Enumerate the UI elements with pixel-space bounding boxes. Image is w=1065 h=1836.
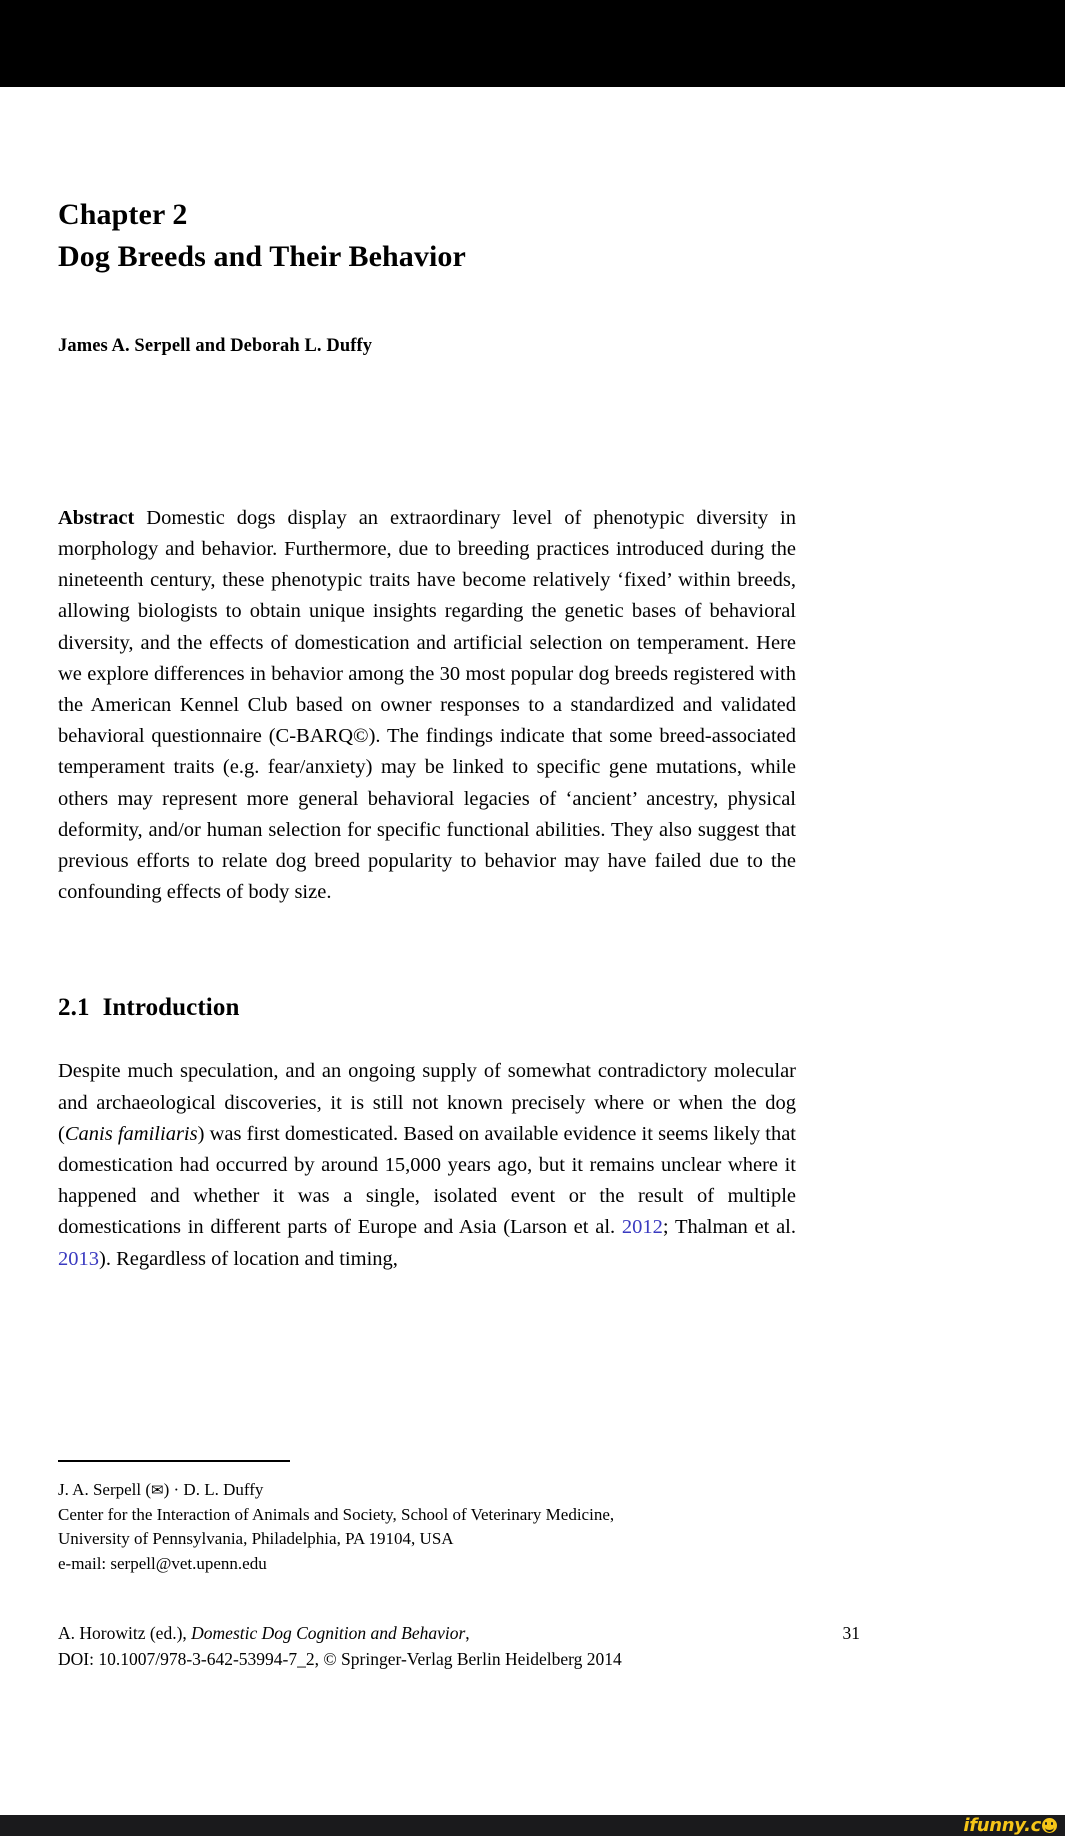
abstract-text: Domestic dogs display an extraordinary level of phenotypic diversity in morphology and behavior. Furthermore, due to breeding practices introduced during the nineteenth century, these phenotypic traits have become relatively ‘fixed’ within breeds, allowing biologists to obtain unique insights regarding the genetic bases of behavioral diversity, and the effects of domestication and artificial selection on temperament. Here we explore differences in behavior among the 30 most popular dog breeds registered with the American Kennel Club based on owner responses to a standardized and validated behavioral questionnaire (C-BARQ©). The findings indicate that some breed-associated temperament traits (e.g. fear/anxiety) may be linked to specific gene mutations, while others may represent more general behavioral legacies of ‘ancient’ ancestry, physical deformity, and/or human selection for specific functional abilities. They also suggest that previous efforts to relate dog breed popularity to behavior may have failed due to the confounding effects of body size. — [58, 506, 796, 904]
species-name: Canis familiaris — [64, 1122, 198, 1145]
footnote-divider — [58, 1460, 290, 1462]
abstract-paragraph — [58, 357, 796, 909]
chapter-number: Chapter 2 — [58, 198, 188, 231]
letterbox-top — [0, 0, 1065, 87]
page-number: 31 — [842, 1623, 860, 1643]
smiley-face-icon — [1042, 1818, 1057, 1833]
footnote-email-line[interactable]: e-mail: serpell@vet.upenn.edu — [58, 1553, 267, 1573]
introduction-paragraph — [58, 1022, 796, 1274]
footnote-affiliation-line-1: Center for the Interaction of Animals and Society, School of Veterinary Medicine, — [58, 1504, 615, 1524]
envelope-icon: ✉ — [151, 1483, 164, 1499]
footnote-author-line — [58, 1478, 818, 1503]
page-content — [58, 87, 796, 1275]
colophon-book-row — [58, 1620, 1008, 1646]
footnote-block — [58, 1460, 818, 1576]
colophon-block — [58, 1620, 1008, 1672]
citation-link-thalman[interactable]: 2013 — [58, 1247, 99, 1270]
chapter-title: Dog Breeds and Their Behavior — [58, 240, 466, 274]
ifunny-watermark — [963, 1815, 1057, 1836]
intro-text-part4: ). Regardless of location and timing, — [99, 1247, 398, 1270]
section-heading — [58, 908, 796, 1022]
colophon-book-title: Domestic Dog Cognition and Behavior — [191, 1623, 466, 1643]
colophon-editor-post: , — [465, 1623, 470, 1643]
colophon-editor-pre: A. Horowitz (ed.), — [58, 1623, 192, 1643]
watermark-text: ifunny.c — [963, 1815, 1041, 1836]
footnote-affiliation-line-2: University of Pennsylvania, Philadelphia, PA 19104, USA — [58, 1529, 454, 1548]
footnote-author-post: ) · D. L. Duffy — [163, 1480, 264, 1499]
page-sheet — [0, 87, 1065, 1815]
intro-text-part1: Despite much speculation, and an ongoing supply of somewhat contradictory molecular and archaeological discoveries, it is still not known precisely where or when the dog ( — [58, 1060, 796, 1145]
author-line: James A. Serpell and Deborah L. Duffy — [58, 335, 373, 356]
intro-text-part3: ; Thalman et al. — [662, 1216, 796, 1239]
intro-text-part2: ) was first domesticated. Based on available evidence it seems likely that domestication had occurred by around 15,000 years ago, but it remains unclear where it happened and whether it was a single, isolated event or the result of multiple domestications in different parts of Europe and Asia (Larson et al. — [58, 1122, 796, 1239]
section-title: Introduction — [102, 994, 240, 1022]
abstract-label: Abstract — [58, 506, 135, 529]
citation-link-larson[interactable]: 2012 — [621, 1216, 663, 1239]
section-number: 2.1 — [58, 994, 90, 1022]
colophon-doi-row: DOI: 10.1007/978-3-642-53994-7_2, © Springer-Verlag Berlin Heidelberg 2014 — [58, 1649, 622, 1669]
letterbox-bottom — [0, 1815, 1065, 1836]
footnote-author-pre: J. A. Serpell ( — [58, 1480, 152, 1499]
